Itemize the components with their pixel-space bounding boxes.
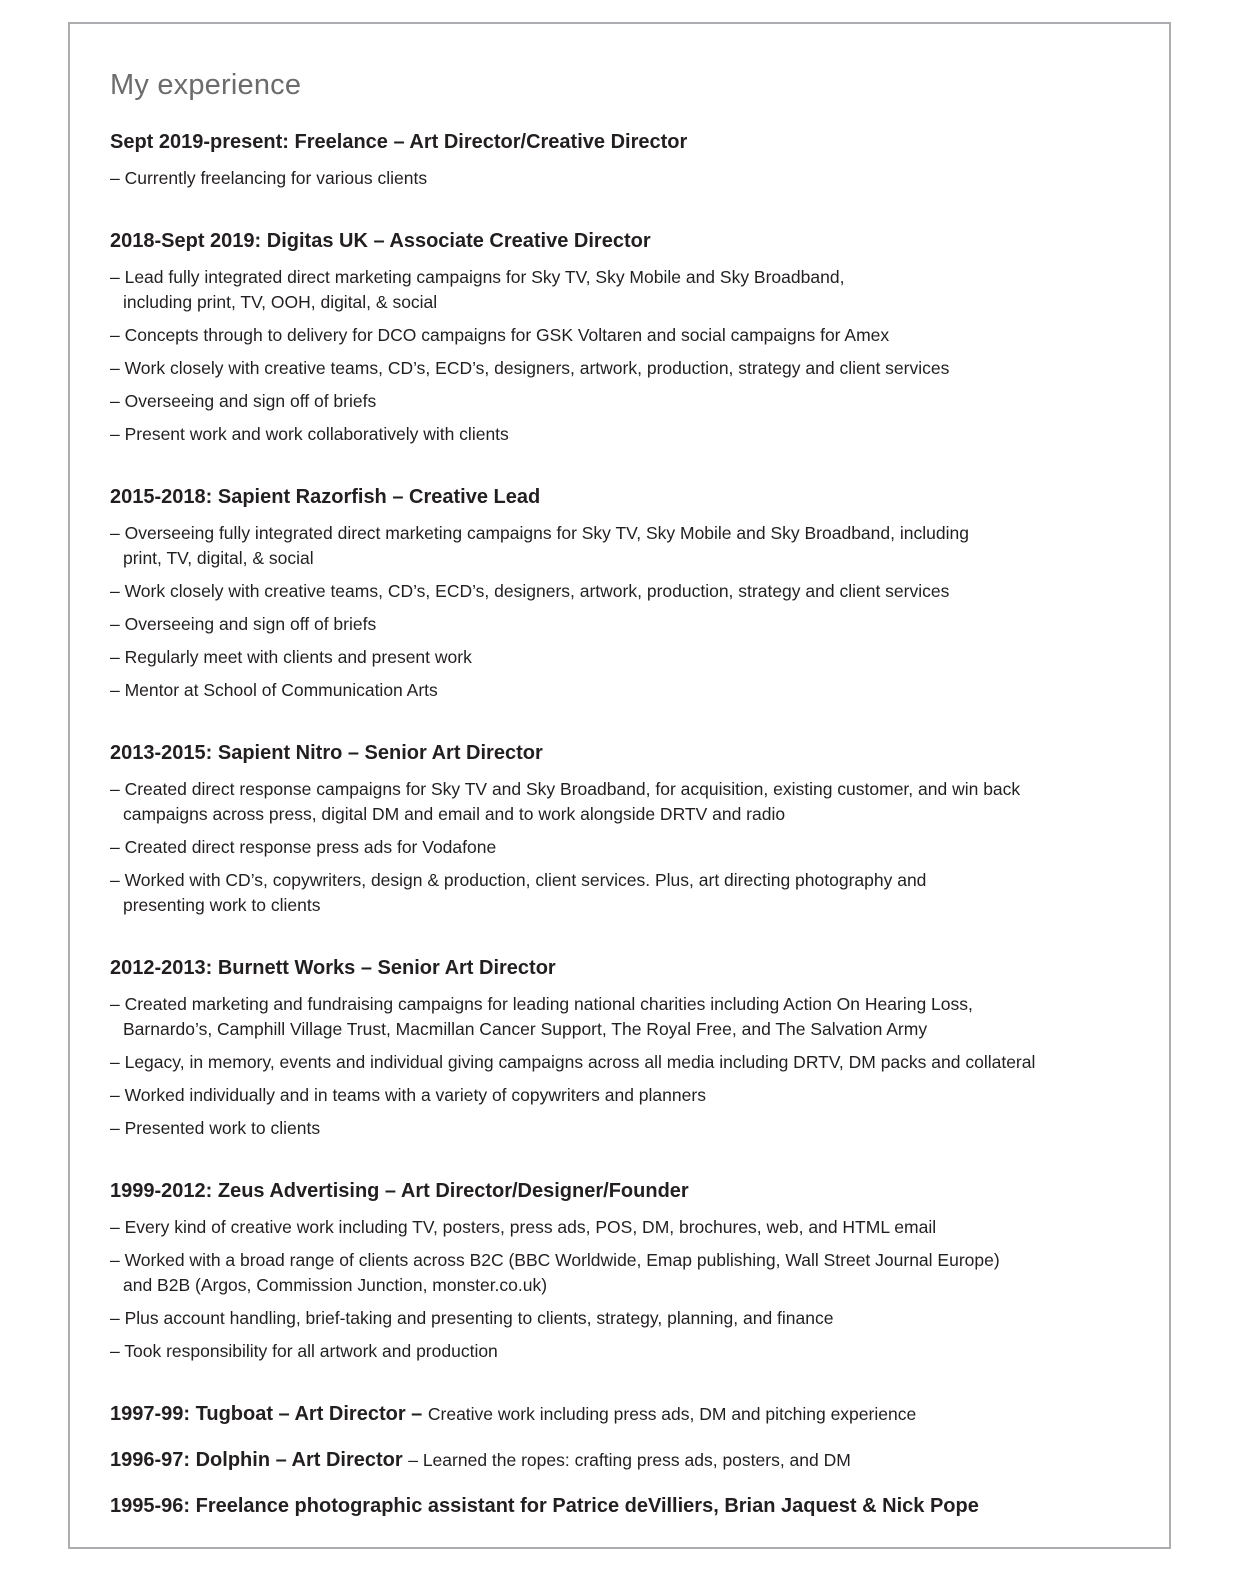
job-heading <box>110 1179 1119 1204</box>
job-bullet-line: presenting work to clients <box>123 895 321 915</box>
job-heading <box>110 741 1119 766</box>
job-heading-bold: 2015-2018: Sapient Razorfish – Creative Lead <box>110 486 541 508</box>
job-bullet-line: – Created direct response campaigns for Sky TV and Sky Broadband, for acquisition, existing customer, and win back <box>110 779 1021 799</box>
job-bullet-line: – Overseeing and sign off of briefs <box>110 391 377 411</box>
job-heading-bold: 1997-99: Tugboat – Art Director – <box>110 1403 428 1425</box>
job-heading-regular: – Learned the ropes: crafting press ads, posters, and DM <box>408 1450 851 1470</box>
job-bullet-line: – Worked with CD’s, copywriters, design & production, client services. Plus, art directing photography and <box>110 870 927 890</box>
job-bullet-line: – Took responsibility for all artwork and production <box>110 1341 498 1361</box>
job-section <box>110 1402 1119 1427</box>
job-bullet <box>110 868 1119 918</box>
job-bullet <box>110 777 1119 827</box>
job-section <box>110 741 1119 918</box>
job-heading-bold: 1996-97: Dolphin – Art Director <box>110 1449 409 1471</box>
job-bullet <box>110 166 1119 191</box>
job-heading-bold: 2012-2013: Burnett Works – Senior Art Director <box>110 957 556 979</box>
job-section <box>110 485 1119 703</box>
job-heading <box>110 485 1119 510</box>
job-bullet <box>110 389 1119 414</box>
job-bullet-line: – Worked individually and in teams with a variety of copywriters and planners <box>110 1085 706 1105</box>
job-bullet <box>110 1339 1119 1364</box>
job-bullet-line: – Presented work to clients <box>110 1118 321 1138</box>
job-bullet <box>110 521 1119 571</box>
job-bullet-line: – Regularly meet with clients and present work <box>110 647 472 667</box>
job-bullet <box>110 1215 1119 1240</box>
job-heading-regular: Creative work including press ads, DM and pitching experience <box>427 1404 917 1424</box>
job-bullet-line: – Work closely with creative teams, CD’s, ECD’s, designers, artwork, production, strategy and client services <box>110 358 950 378</box>
job-bullet <box>110 992 1119 1042</box>
experience-sections <box>110 130 1119 1519</box>
job-bullet-line: – Worked with a broad range of clients across B2C (BBC Worldwide, Emap publishing, Wall Street Journal Europe) <box>110 1250 1000 1270</box>
job-bullet-line: – Work closely with creative teams, CD’s, ECD’s, designers, artwork, production, strategy and client services <box>110 581 950 601</box>
job-bullet-line: – Overseeing and sign off of briefs <box>110 614 377 634</box>
job-bullet <box>110 1050 1119 1075</box>
job-section <box>110 1179 1119 1364</box>
job-bullet <box>110 1248 1119 1298</box>
job-bullet <box>110 1116 1119 1141</box>
job-heading-bold: 2018-Sept 2019: Digitas UK – Associate Creative Director <box>110 230 651 252</box>
job-bullet-line: – Created direct response press ads for Vodafone <box>110 837 497 857</box>
job-bullet-line: – Currently freelancing for various clients <box>110 168 428 188</box>
job-heading-bold: 1999-2012: Zeus Advertising – Art Director/Designer/Founder <box>110 1180 689 1202</box>
job-bullet <box>110 645 1119 670</box>
job-heading <box>110 130 1119 155</box>
job-bullet-line: – Mentor at School of Communication Arts <box>110 680 438 700</box>
job-bullet <box>110 1306 1119 1331</box>
job-bullet-line: campaigns across press, digital DM and email and to work alongside DRTV and radio <box>123 804 786 824</box>
job-heading <box>110 956 1119 981</box>
job-bullet <box>110 356 1119 381</box>
job-heading <box>110 1402 1119 1427</box>
job-bullet-line: including print, TV, OOH, digital, & social <box>123 292 438 312</box>
job-bullet <box>110 422 1119 447</box>
job-bullet-line: Barnardo’s, Camphill Village Trust, Macmillan Cancer Support, The Royal Free, and The Salvation Army <box>123 1019 928 1039</box>
job-bullet-line: – Every kind of creative work including TV, posters, press ads, POS, DM, brochures, web, and HTML email <box>110 1217 937 1237</box>
job-bullet-line: – Lead fully integrated direct marketing campaigns for Sky TV, Sky Mobile and Sky Broadband, <box>110 267 845 287</box>
job-bullet <box>110 323 1119 348</box>
job-section <box>110 1494 1119 1519</box>
job-bullet-line: – Concepts through to delivery for DCO campaigns for GSK Voltaren and social campaigns for Amex <box>110 325 890 345</box>
job-section <box>110 1448 1119 1473</box>
job-bullet <box>110 678 1119 703</box>
job-bullet-line: – Overseeing fully integrated direct marketing campaigns for Sky TV, Sky Mobile and Sky Broadband, including <box>110 523 969 543</box>
job-heading-bold: 1995-96: Freelance photographic assistant for Patrice deVilliers, Brian Jaquest & Nick Pope <box>110 1495 979 1517</box>
job-heading-bold: 2013-2015: Sapient Nitro – Senior Art Director <box>110 742 543 764</box>
job-bullet <box>110 835 1119 860</box>
job-section <box>110 229 1119 447</box>
job-bullet-line: – Plus account handling, brief-taking and presenting to clients, strategy, planning, and finance <box>110 1308 834 1328</box>
job-heading-bold: Sept 2019-present: Freelance – Art Director/Creative Director <box>110 131 688 153</box>
job-bullet <box>110 265 1119 315</box>
job-bullet-line: – Created marketing and fundraising campaigns for leading national charities including Action On Hearing Loss, <box>110 994 973 1014</box>
job-bullet-line: – Legacy, in memory, events and individual giving campaigns across all media including DRTV, DM packs and collateral <box>110 1052 1036 1072</box>
job-heading <box>110 1448 1119 1473</box>
job-bullet <box>110 612 1119 637</box>
job-bullet <box>110 579 1119 604</box>
job-heading <box>110 229 1119 254</box>
job-bullet-line: – Present work and work collaboratively with clients <box>110 424 509 444</box>
job-section <box>110 956 1119 1141</box>
document-page <box>68 22 1171 1549</box>
job-bullet-line: and B2B (Argos, Commission Junction, monster.co.uk) <box>123 1275 548 1295</box>
job-section <box>110 130 1119 191</box>
page-title: My experience <box>110 69 302 101</box>
job-bullet-line: print, TV, digital, & social <box>123 548 314 568</box>
job-bullet <box>110 1083 1119 1108</box>
job-heading <box>110 1494 1119 1519</box>
